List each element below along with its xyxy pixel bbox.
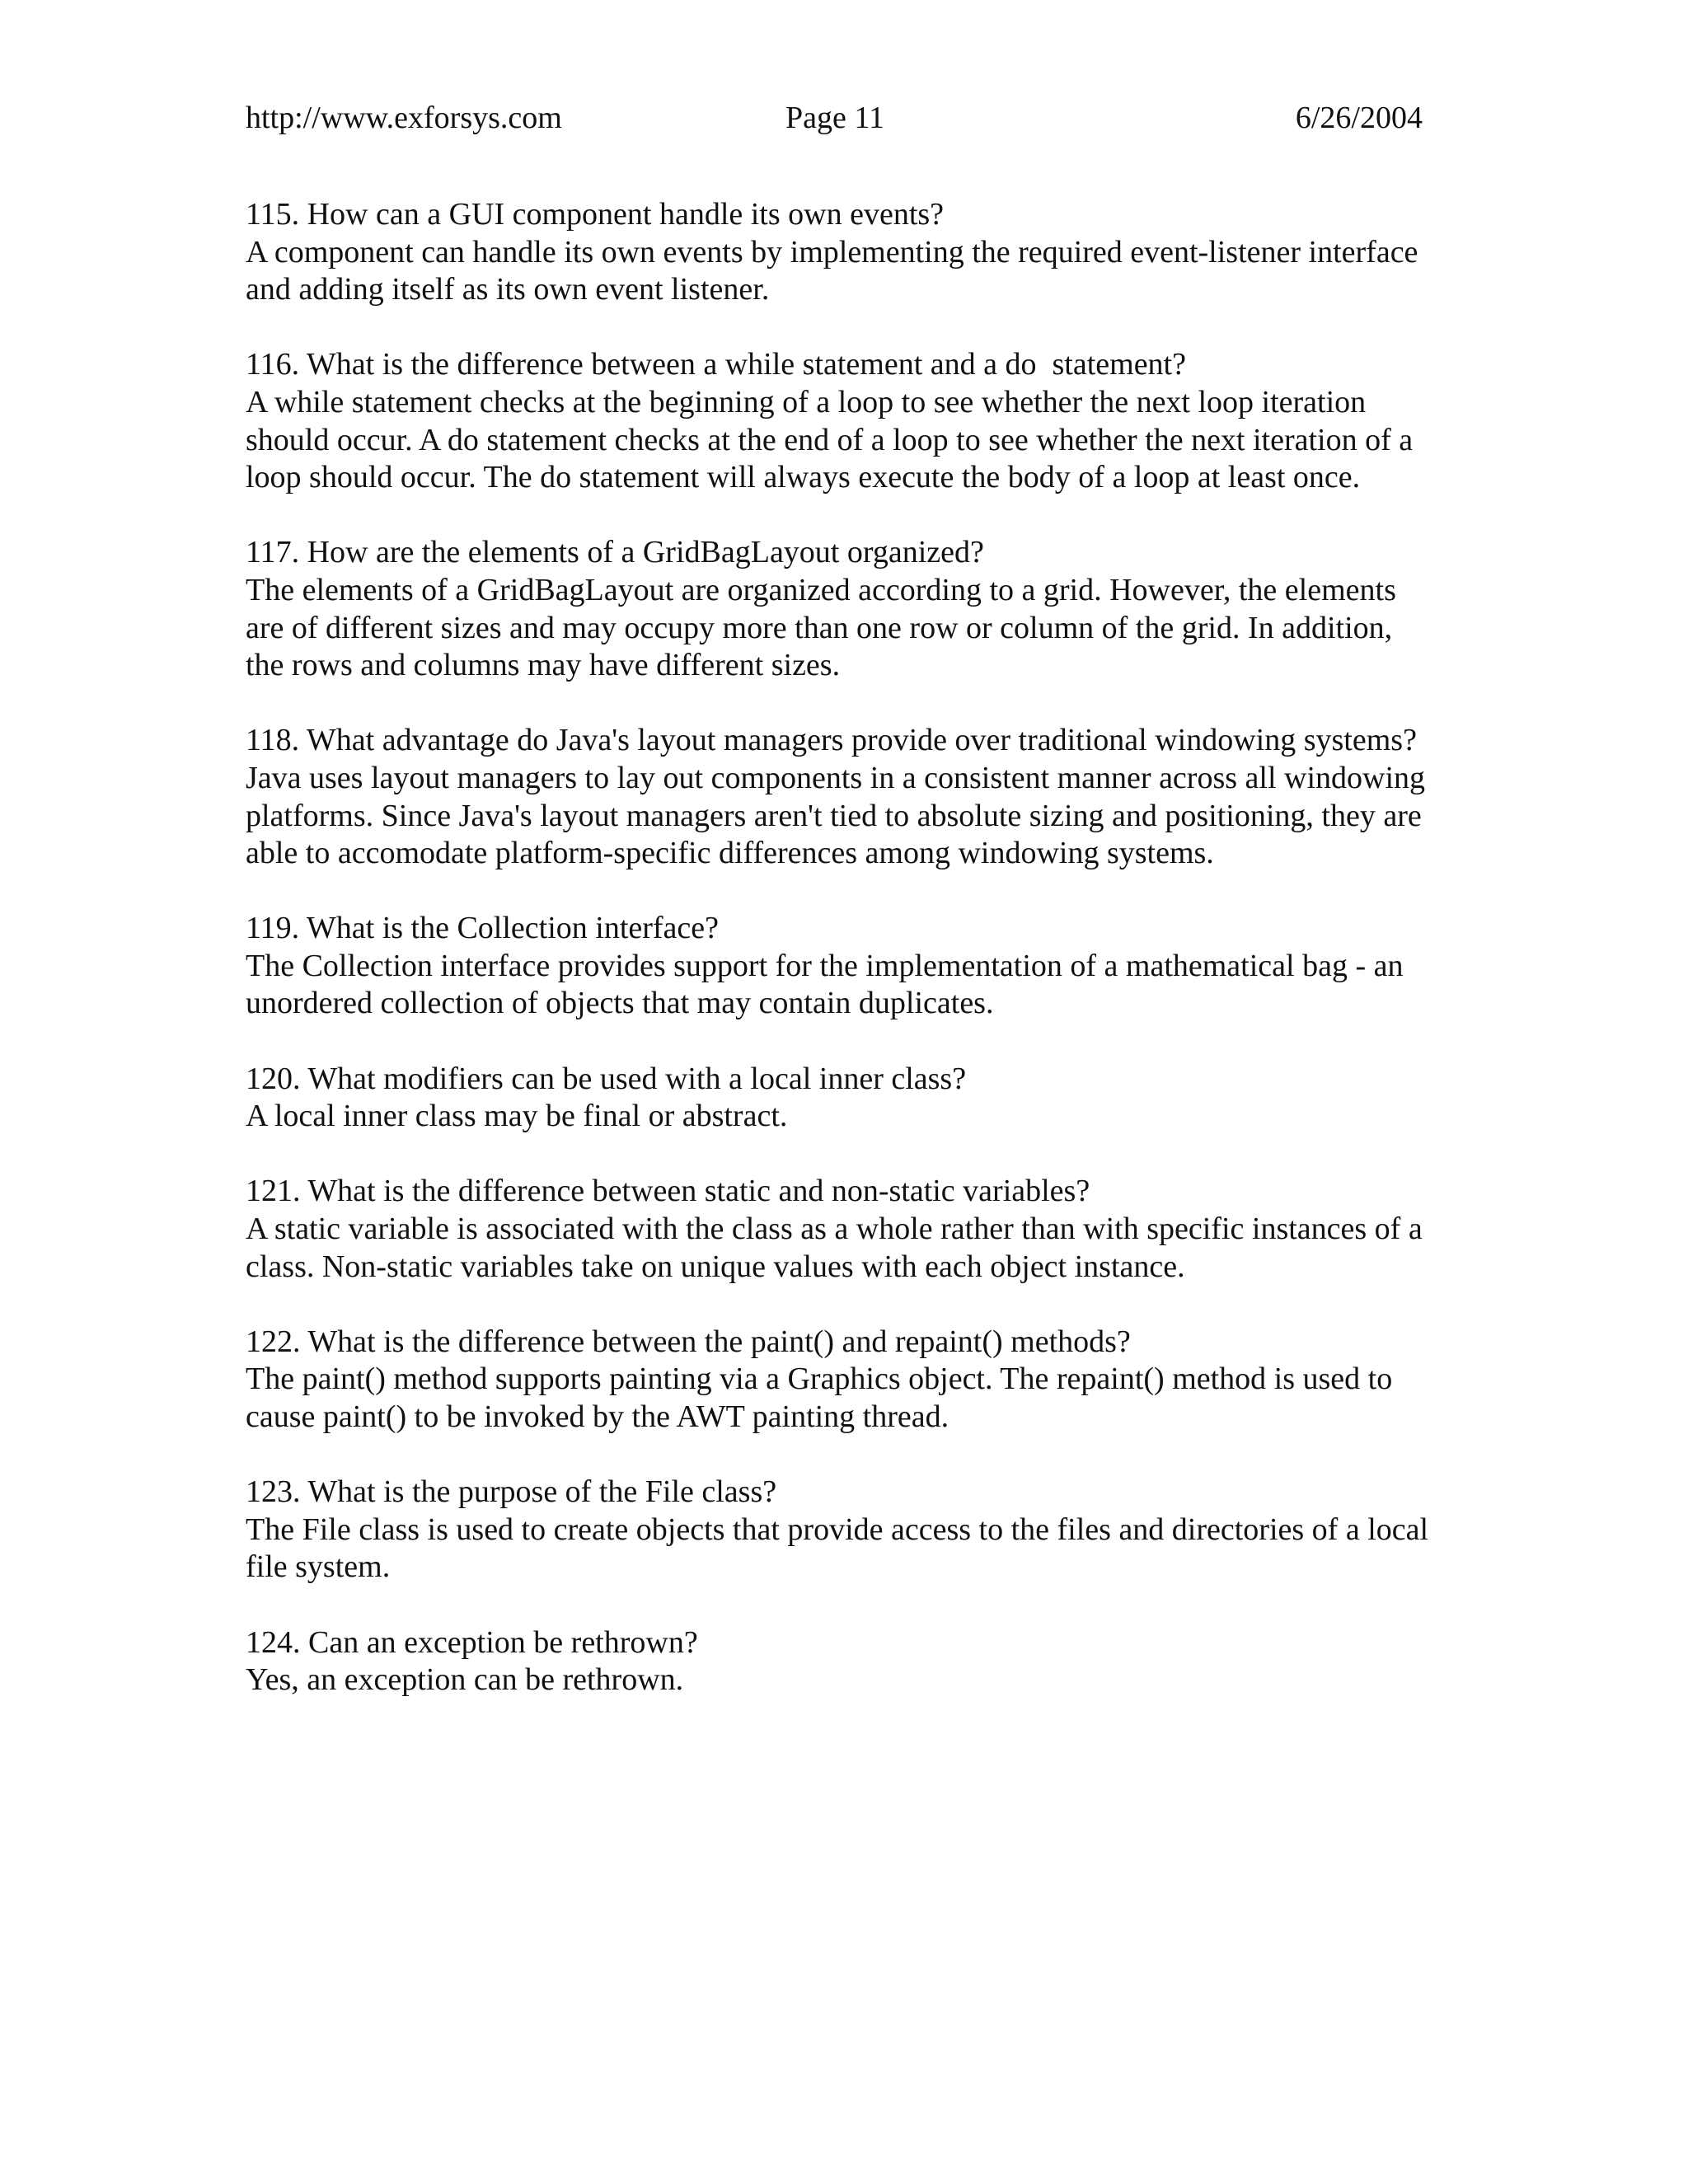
qa-item-122 — [246, 1324, 1432, 1436]
question-text: 119. What is the Collection interface? — [246, 911, 720, 946]
question-text: 121. What is the difference between static and non-static variables? — [246, 1174, 1090, 1209]
page-header — [246, 97, 1423, 138]
qa-item-123 — [246, 1474, 1432, 1586]
qa-item-119 — [246, 910, 1432, 1023]
question-text: 116. What is the difference between a while statement and a do statement? — [246, 347, 1186, 382]
answer-text: The elements of a GridBagLayout are organized according to a grid. However, the elements are of different sizes and may occupy more than one row or column of the grid. In addition, the rows and columns may have different sizes. — [246, 572, 1396, 683]
qa-item-120 — [246, 1061, 1432, 1136]
qa-item-121 — [246, 1173, 1432, 1286]
question-text: 115. How can a GUI component handle its own events? — [246, 197, 945, 232]
header-url: http://www.exforsys.com — [246, 101, 562, 135]
qa-item-115 — [246, 196, 1432, 309]
answer-text: A local inner class may be final or abstract. — [246, 1099, 788, 1134]
question-text: 117. How are the elements of a GridBagLayout organized? — [246, 535, 984, 570]
answer-text: The paint() method supports painting via a Graphics object. The repaint() method is used to cause paint() to be invoked by the AWT painting thread. — [246, 1361, 1393, 1434]
question-text: 120. What modifiers can be used with a local inner class? — [246, 1061, 967, 1096]
answer-text: The File class is used to create objects that provide access to the files and directories of a local file system. — [246, 1511, 1429, 1585]
question-text: 118. What advantage do Java's layout managers provide over traditional windowing systems? — [246, 723, 1417, 758]
answer-text: The Collection interface provides support for the implementation of a mathematical bag - an unordered collection of objects that may contain duplicates. — [246, 948, 1404, 1021]
question-text: 122. What is the difference between the paint() and repaint() methods? — [246, 1324, 1131, 1359]
qa-item-117 — [246, 534, 1432, 684]
qa-list — [246, 196, 1432, 1736]
answer-text: A static variable is associated with the class as a whole rather than with specific instances of a class. Non-static variables take on unique values with each object instance. — [246, 1212, 1423, 1284]
header-date: 6/26/2004 — [1295, 101, 1423, 135]
qa-item-116 — [246, 346, 1432, 496]
qa-item-124 — [246, 1624, 1432, 1699]
qa-item-118 — [246, 722, 1432, 872]
header-page-number: Page 11 — [785, 101, 884, 135]
question-text: 124. Can an exception be rethrown? — [246, 1624, 698, 1660]
answer-text: A while statement checks at the beginning of a loop to see whether the next loop iteration should occur. A do statement checks at the end of a loop to see whether the next iteration of a loop should occur. The do statement will always execute the body of a loop at least once. — [246, 384, 1414, 495]
question-text: 123. What is the purpose of the File class? — [246, 1474, 777, 1510]
answer-text: Yes, an exception can be rethrown. — [246, 1662, 684, 1698]
answer-text: A component can handle its own events by implementing the required event-listener interface and adding itself as its own event listener. — [246, 234, 1418, 307]
answer-text: Java uses layout managers to lay out components in a consistent manner across all windowing platforms. Since Java's layout managers aren't tied to absolute sizing and positioning, they are able to accomodate platform-specific differences among windowing systems. — [246, 760, 1426, 871]
